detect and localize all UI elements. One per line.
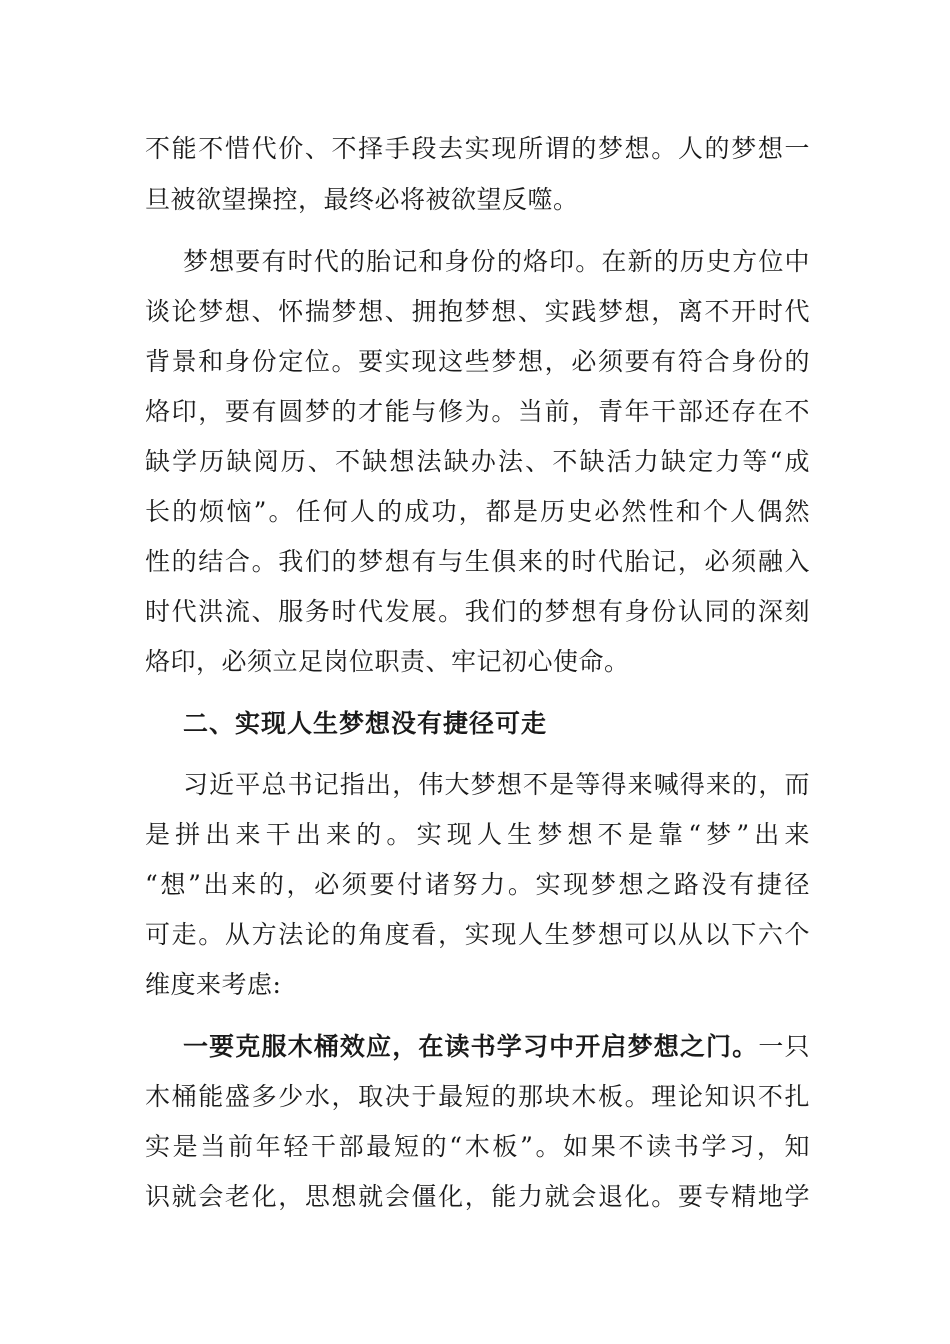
paragraph-4-line-1-rest: 一只: [758, 1032, 810, 1061]
paragraph-4-line-3: 实是当前年轻干部最短的“木板”。如果不读书学习，知: [145, 1132, 810, 1161]
paragraph-2-line-4: 烙印，要有圆梦的才能与修为。当前，青年干部还存在不: [145, 397, 810, 426]
paragraph-2-line-8: 时代洪流、服务时代发展。我们的梦想有身份认同的深刻: [145, 597, 810, 626]
paragraph-3-line-2: 是拼出来干出来的。实现人生梦想不是靠“梦”出来: [145, 820, 810, 849]
paragraph-4-line-1: [183, 1027, 810, 1067]
paragraph-1-line-1: 不能不惜代价、不择手段去实现所谓的梦想。人的梦想一: [145, 134, 810, 163]
section-heading: 二、实现人生梦想没有捷径可走: [183, 709, 548, 738]
paragraph-4-bold-lead: 一要克服木桶效应，在读书学习中开启梦想之门。: [183, 1032, 759, 1061]
paragraph-3-line-5: 维度来考虑:: [145, 970, 282, 999]
paragraph-3-line-3: “想”出来的，必须要付诸努力。实现梦想之路没有捷径: [145, 870, 810, 899]
paragraph-1-line-2: 旦被欲望操控，最终必将被欲望反噬。: [145, 185, 579, 214]
paragraph-3-line-4: 可走。从方法论的角度看，实现人生梦想可以从以下六个: [145, 920, 810, 949]
paragraph-2-line-3: 背景和身份定位。要实现这些梦想，必须要有符合身份的: [145, 347, 810, 376]
paragraph-2-line-5: 缺学历缺阅历、不缺想法缺办法、不缺活力缺定力等“成: [145, 447, 810, 476]
paragraph-2-line-1: 梦想要有时代的胎记和身份的烙印。在新的历史方位中: [183, 247, 810, 276]
paragraph-3-line-1: 习近平总书记指出，伟大梦想不是等得来喊得来的，而: [183, 770, 810, 799]
paragraph-4-line-2: 木桶能盛多少水，取决于最短的那块木板。理论知识不扎: [145, 1082, 810, 1111]
paragraph-4-line-4: 识就会老化，思想就会僵化，能力就会退化。要专精地学: [145, 1182, 810, 1211]
paragraph-2-line-2: 谈论梦想、怀揣梦想、拥抱梦想、实践梦想，离不开时代: [145, 297, 810, 326]
paragraph-2-line-9: 烙印，必须立足岗位职责、牢记初心使命。: [145, 647, 630, 676]
paragraph-2-line-7: 性的结合。我们的梦想有与生俱来的时代胎记，必须融入: [145, 547, 810, 576]
paragraph-2-line-6: 长的烦恼”。任何人的成功，都是历史必然性和个人偶然: [145, 497, 810, 526]
